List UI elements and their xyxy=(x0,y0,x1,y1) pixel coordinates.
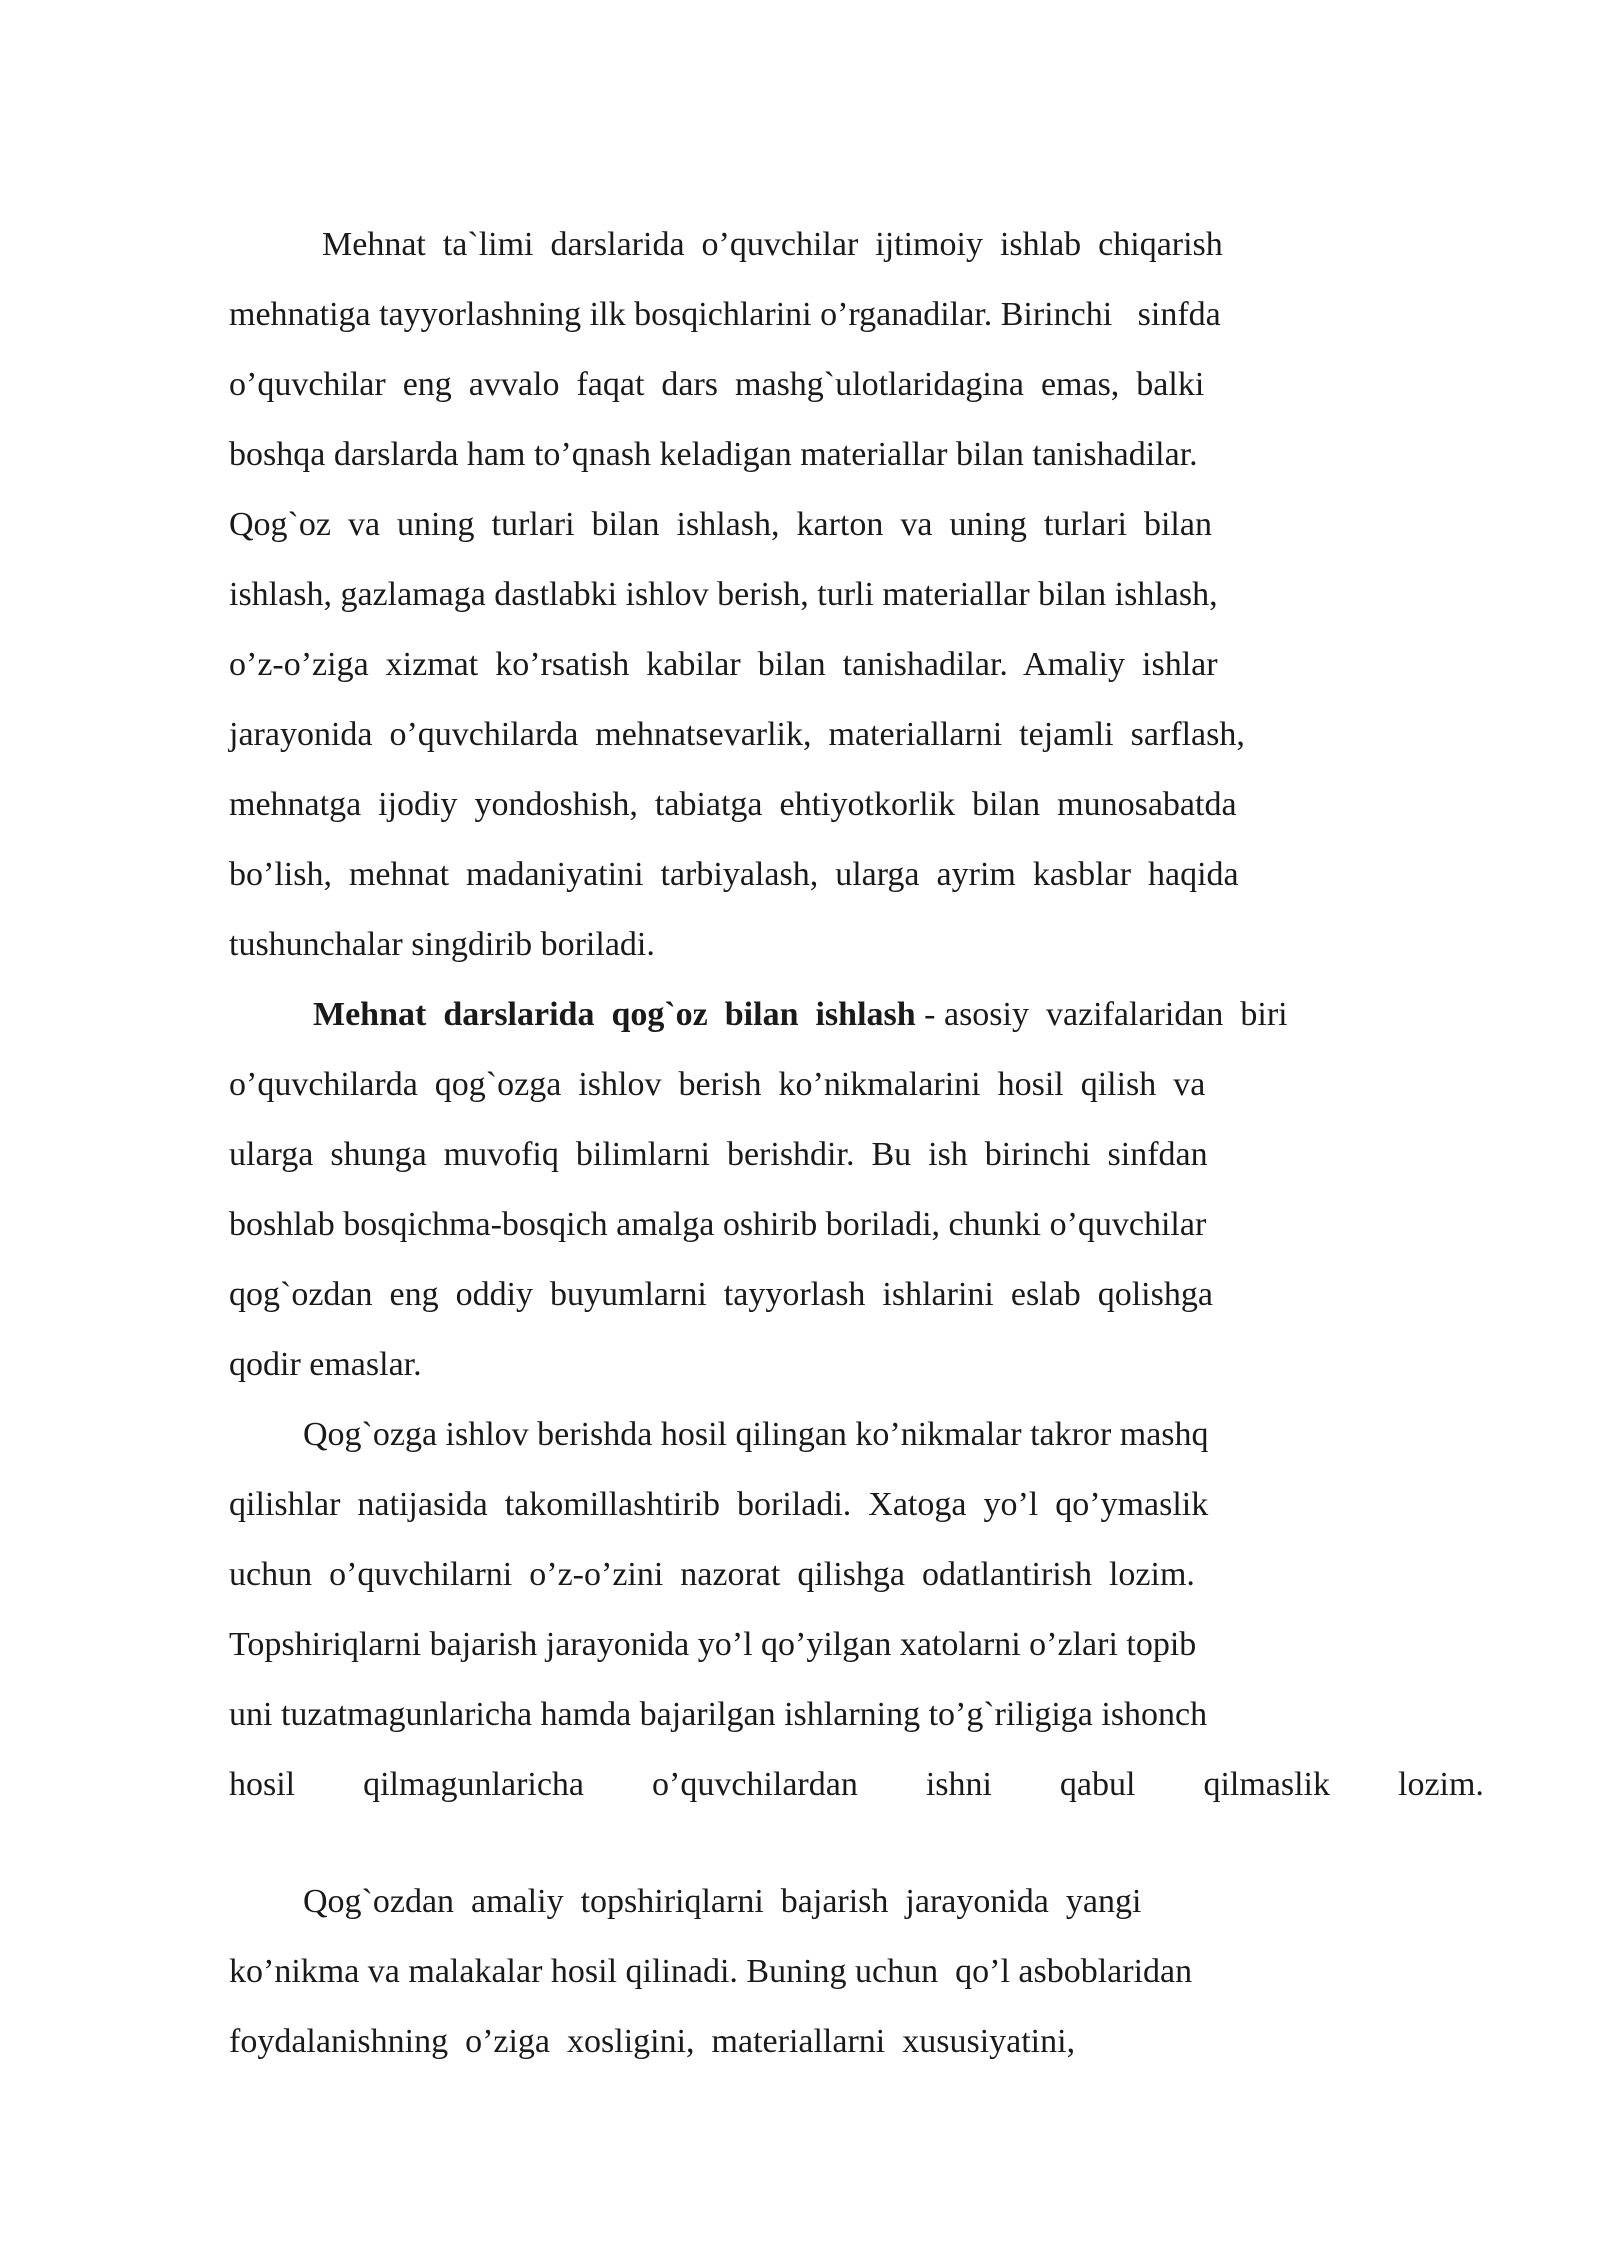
word: lozim. xyxy=(1398,1766,1484,1803)
paragraph-line: mehnatga ijodiy yondoshish, tabiatga ehtiyotkorlik bilan munosabatda xyxy=(229,786,1237,823)
word: qilmagunlaricha xyxy=(363,1766,585,1803)
paragraph-line: qilishlar natijasida takomillashtirib boriladi. Xatoga yo’l qo’ymaslik xyxy=(229,1486,1209,1523)
paragraph-line: qog`ozdan eng oddiy buyumlarni tayyorlash ishlarini eslab qolishga xyxy=(229,1276,1213,1313)
paragraph-text: - asosiy vazifalaridan biri xyxy=(915,996,1288,1033)
paragraph-line: ishlash, gazlamaga dastlabki ishlov berish, turli materiallar bilan ishlash, xyxy=(229,576,1218,613)
paragraph-line: ko’nikma va malakalar hosil qilinadi. Buning uchun qo’l asboblaridan xyxy=(229,1953,1193,1990)
paragraph-line: Mehnat ta`limi darslarida o’quvchilar ijtimoiy ishlab chiqarish xyxy=(322,226,1223,263)
paragraph-line: Qog`ozdan amaliy topshiriqlarni bajarish jarayonida yangi xyxy=(303,1883,1142,1920)
paragraph-line: o’quvchilarda qog`ozga ishlov berish ko’nikmalarini hosil qilish va xyxy=(229,1066,1206,1103)
word: hosil xyxy=(229,1766,296,1803)
paragraph-line: foydalanishning o’ziga xosligini, materiallarni xususiyatini, xyxy=(229,2023,1076,2060)
paragraph-line: uni tuzatmagunlaricha hamda bajarilgan ishlarning to’g`riligiga ishonch xyxy=(229,1696,1208,1733)
paragraph-line: Qog`oz va uning turlari bilan ishlash, karton va uning turlari bilan xyxy=(229,506,1212,543)
paragraph-line: bo’lish, mehnat madaniyatini tarbiyalash, ularga ayrim kasblar haqida xyxy=(229,856,1239,893)
paragraph-line: uchun o’quvchilarni o’z-o’zini nazorat qilishga odatlantirish lozim. xyxy=(229,1556,1195,1593)
paragraph-line xyxy=(313,995,1288,1035)
paragraph-line: jarayonida o’quvchilarda mehnatsevarlik, materiallarni tejamli sarflash, xyxy=(229,716,1245,753)
paragraph-line: tushunchalar singdirib boriladi. xyxy=(229,926,655,963)
paragraph-line: ularga shunga muvofiq bilimlarni berishdir. Bu ish birinchi sinfdan xyxy=(229,1136,1208,1173)
paragraph-line: o’z-o’ziga xizmat ko’rsatish kabilar bilan tanishadilar. Amaliy ishlar xyxy=(229,646,1218,683)
paragraph-line: Qog`ozga ishlov berishda hosil qilingan ko’nikmalar takror mashq xyxy=(303,1416,1209,1453)
paragraph-line-justified xyxy=(229,1765,1484,1805)
paragraph-line: boshlab bosqichma-bosqich amalga oshirib boriladi, chunki o’quvchilar xyxy=(229,1206,1207,1243)
paragraph-line: qodir emaslar. xyxy=(229,1346,422,1383)
paragraph-line: boshqa darslarda ham to’qnash keladigan materiallar bilan tanishadilar. xyxy=(229,436,1198,473)
word: qabul xyxy=(1059,1766,1136,1803)
paragraph-line: o’quvchilar eng avvalo faqat dars mashg`ulotlaridagina emas, balki xyxy=(229,366,1205,403)
word: qilmaslik xyxy=(1203,1766,1331,1803)
word: ishni xyxy=(925,1766,992,1803)
bold-heading: Mehnat darslarida qog`oz bilan ishlash xyxy=(313,996,916,1033)
word: o’quvchilardan xyxy=(652,1766,858,1803)
paragraph-line: mehnatiga tayyorlashning ilk bosqichlarini o’rganadilar. Birinchi sinfda xyxy=(229,296,1221,333)
paragraph-line: Topshiriqlarni bajarish jarayonida yo’l qo’yilgan xatolarni o’zlari topib xyxy=(229,1626,1197,1663)
